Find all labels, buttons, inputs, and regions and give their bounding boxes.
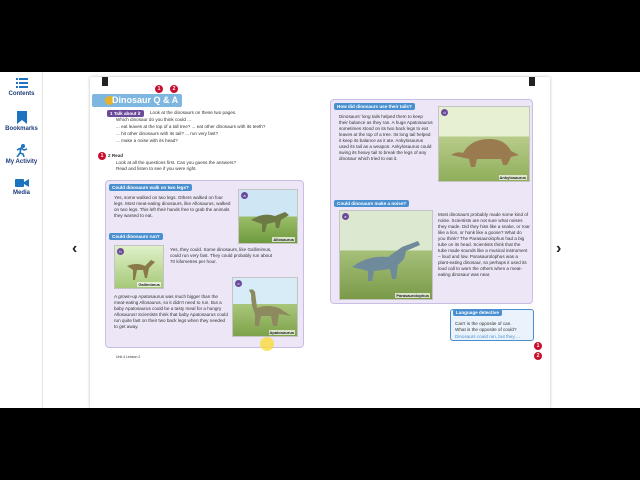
qa-panel-left [105, 180, 304, 348]
picture-tag: b [117, 248, 124, 255]
picture-caption: Apatosaurus [269, 330, 294, 335]
apatosaurus-picture [232, 277, 298, 337]
parasaurolophus-picture [339, 210, 433, 300]
language-detective-box [450, 309, 534, 341]
allosaurus-picture [238, 189, 298, 244]
talk-question: ... hit other dinosaurs with its tail? ... run very fast? [116, 131, 219, 136]
bookmark-marker-right[interactable] [529, 77, 535, 86]
sidebar [0, 72, 43, 408]
picture-caption: Ankylosaurus [499, 175, 526, 180]
sidebar-item-contents[interactable] [0, 78, 43, 97]
hotspot-marker[interactable]: 2 [170, 85, 178, 93]
language-text: Can't is the opposite of can. [455, 321, 512, 326]
language-detective-label: Language detective [453, 309, 502, 316]
list-icon [16, 78, 28, 89]
sidebar-item-label: Contents [8, 91, 35, 97]
dinosaur-illustration [249, 206, 291, 234]
talk-question: Which dinosaur do you think could ... [116, 117, 192, 122]
answer-text: A grown-up Apatosaurus was much bigger than the meat-eating Allosaurus, so it didn't need to run. But a baby Apatosaurus could be a tasty meal for a hungry Allosaurus! Scientists think that baby Apatosaurus could run quite fast on their two back legs when they needed to get away. [114, 294, 228, 329]
gallimimus-picture [114, 245, 164, 289]
picture-caption: Parasaurolophus [396, 293, 429, 298]
read-text: Read and listen to see if you were right. [116, 166, 197, 171]
picture-tag: e [342, 213, 349, 220]
sidebar-item-label: Media [12, 190, 30, 196]
activity-icon [15, 144, 28, 157]
picture-caption: Gallimimus [138, 282, 160, 287]
dinosaur-illustration [348, 237, 424, 287]
page-title-banner [92, 94, 182, 107]
sidebar-item-label: Bookmarks [5, 126, 38, 132]
page-title: Dinosaur Q & A [112, 95, 179, 105]
hotspot-marker[interactable]: 1 [155, 85, 163, 93]
question-label: How did dinosaurs use their tails? [334, 103, 415, 110]
book-spread [90, 77, 550, 408]
answer-text: Dinosaurs' long tails helped them to keep their balance as they ran. A huge Apatosaurus sometimes stood on its two back legs to eat leaves at the top of a tree. Its long tail helped it keep its balance as it ate. Ankylosaurus used its tail as a weapon. Ankylosaurus could swing its heavy tail to break the legs of any dinosaur which tried to eat it. [339, 114, 433, 161]
top-letterbox [0, 0, 640, 72]
question-label: Could dinosaurs walk on two legs? [109, 184, 192, 191]
ebook-reader [0, 72, 640, 408]
pointer-highlight [260, 337, 274, 351]
page-viewer [43, 72, 640, 408]
question-label: Could dinosaurs run? [109, 233, 163, 240]
hotspot-marker[interactable]: 1 [98, 152, 106, 160]
qa-panel-right [330, 99, 533, 304]
answer-text: Most dinosaurs probably made some kind of noise. Scientists are not sure what noises they made. Did they hiss like a snake, or roar like a lion, or honk like a goose? What do you think? The Parasaurolophus had a big tube on its head. Scientists think that the tube made sounds like a musical instrument – loud and low. Parasaurolophus was a plant-eating dinosaur, so perhaps it used its loud call to warn the others when a meat-eating dinosaur was near. [438, 212, 530, 277]
language-text: What is the opposite of could? [455, 327, 517, 332]
dinosaur-illustration [239, 286, 295, 330]
prev-page-arrow[interactable]: ‹ [72, 240, 78, 257]
answer-text: Yes, some walked on two legs. Others walked on four legs. Most meat-eating dinosaurs, like Allosaurus, walked on two legs. This left their hands free to grab the animals they wanted to eat. [114, 195, 231, 218]
read-text: Look at all the questions first. Can you guess the answers? [116, 160, 237, 165]
picture-tag: a [241, 192, 248, 199]
hotspot-marker[interactable]: 2 [534, 352, 542, 360]
dinosaur-illustration [449, 129, 521, 173]
video-camera-icon [15, 178, 29, 188]
next-page-arrow[interactable]: › [556, 240, 562, 257]
talk-text: Look at the dinosaurs on these two pages. [150, 110, 237, 115]
talk-question: ... make a noise with its head? [116, 138, 178, 143]
sidebar-item-my-activity[interactable] [0, 144, 43, 165]
answer-text: Yes, they could. Some dinosaurs, like Gallimimus, could run very fast. They could probably run about 70 kilometres per hour. [170, 247, 273, 264]
bottom-letterbox [0, 408, 640, 480]
bookmark-marker-left[interactable] [102, 77, 108, 86]
language-text: Dinosaurs could run, but they ... [455, 334, 520, 339]
picture-tag: d [441, 109, 448, 116]
page-footer: Unit 4 Lesson 2 [116, 355, 141, 359]
dinosaur-illustration [123, 256, 157, 282]
picture-tag: c [235, 280, 242, 287]
read-label: 2 Read [108, 153, 124, 158]
bookmark-icon [17, 111, 27, 124]
talk-question: ... eat leaves at the top of a tall tree? ... eat other dinosaurs with its teeth? [116, 124, 266, 129]
ankylosaurus-picture [438, 106, 530, 182]
sidebar-item-media[interactable] [0, 178, 43, 196]
sidebar-item-label: My Activity [5, 159, 38, 165]
sidebar-item-bookmarks[interactable] [0, 111, 43, 132]
picture-caption: Allosaurus [273, 237, 294, 242]
hotspot-marker[interactable]: 1 [534, 342, 542, 350]
talk-label: 1 Talk about it [107, 110, 144, 117]
question-label: Could dinosaurs make a noise? [334, 200, 409, 207]
